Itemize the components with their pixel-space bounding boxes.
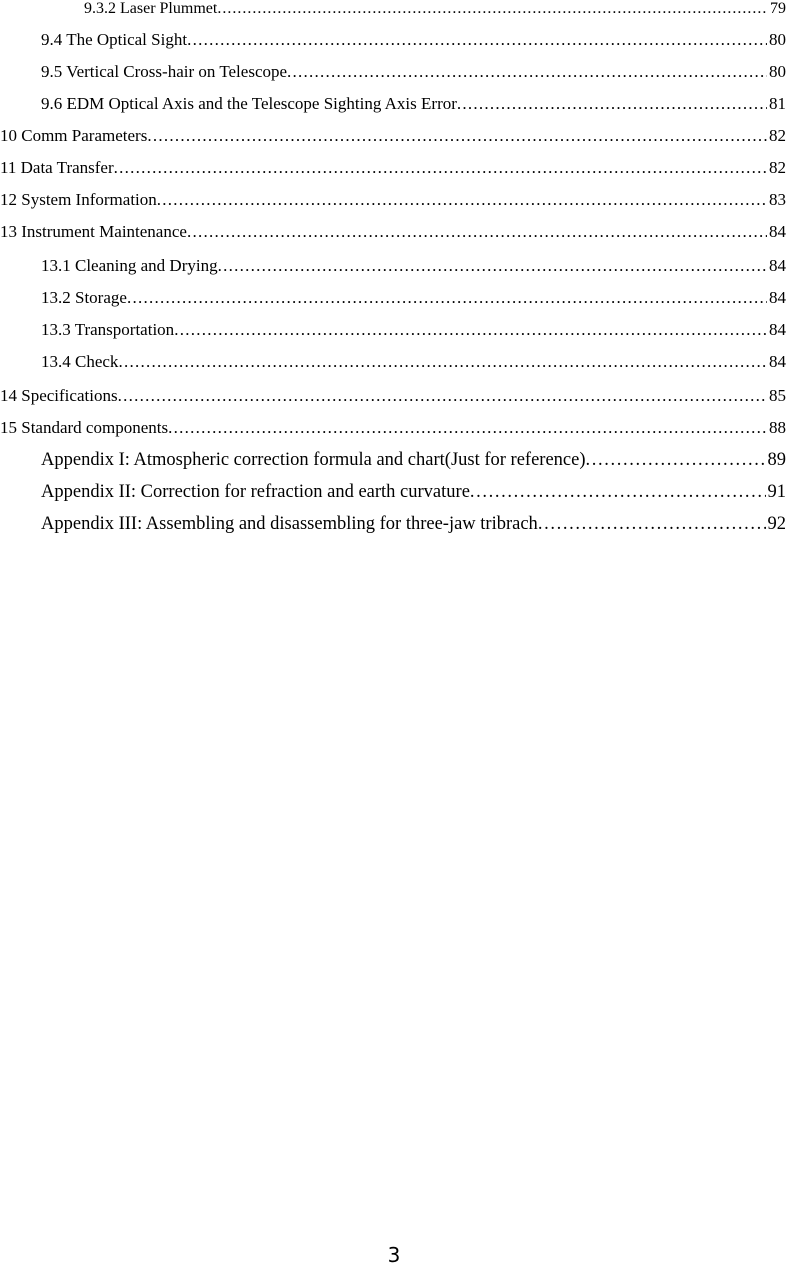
toc-leader bbox=[586, 450, 766, 471]
toc-entry[interactable] bbox=[84, 0, 786, 18]
toc-entry-title: 9.6 EDM Optical Axis and the Telescope Sighting Axis Error bbox=[41, 94, 457, 113]
toc-entry-page: 84 bbox=[769, 320, 786, 339]
toc-entry[interactable] bbox=[41, 94, 786, 114]
toc-leader bbox=[218, 256, 767, 276]
toc-leader bbox=[157, 190, 767, 210]
toc-entry-title: 9.5 Vertical Cross-hair on Telescope bbox=[41, 62, 288, 81]
toc-entry-page: 84 bbox=[769, 222, 786, 241]
toc-entry-title: 9.4 The Optical Sight bbox=[41, 30, 188, 49]
toc-entry-page: 84 bbox=[769, 288, 786, 307]
toc-entry-page: 80 bbox=[769, 62, 786, 81]
toc-entry-page: 91 bbox=[767, 482, 786, 502]
toc-entry-title: 13 Instrument Maintenance bbox=[0, 222, 187, 241]
toc-entry-page: 85 bbox=[769, 386, 786, 405]
toc-entry-title: 13.3 Transportation bbox=[41, 320, 175, 339]
toc-entry-page: 80 bbox=[769, 30, 786, 49]
toc-leader bbox=[470, 482, 766, 503]
toc-leader bbox=[187, 30, 767, 50]
toc-leader bbox=[187, 222, 767, 242]
toc-entry[interactable] bbox=[41, 256, 786, 276]
toc-entry-page: 84 bbox=[769, 256, 786, 275]
toc-leader bbox=[174, 320, 767, 340]
toc-entry-title: 11 Data Transfer bbox=[0, 158, 114, 177]
toc-entry-title: Appendix I: Atmospheric correction formula and chart(Just for reference) bbox=[41, 450, 586, 470]
toc-leader bbox=[147, 126, 767, 146]
toc-entry-page: 82 bbox=[769, 158, 786, 177]
toc-entry[interactable] bbox=[0, 222, 786, 242]
toc-entry-title: 14 Specifications bbox=[0, 386, 118, 405]
toc-entry[interactable] bbox=[0, 158, 786, 178]
toc-entry[interactable] bbox=[41, 320, 786, 340]
toc-entry[interactable] bbox=[0, 190, 786, 210]
toc-entry-title: 13.4 Check bbox=[41, 352, 119, 371]
toc-entry-page: 79 bbox=[770, 0, 786, 17]
toc-entry[interactable] bbox=[41, 482, 786, 503]
toc-entry-page: 84 bbox=[769, 352, 786, 371]
page-number: 3 bbox=[387, 1243, 401, 1267]
toc-entry[interactable] bbox=[0, 386, 786, 406]
toc-leader bbox=[118, 352, 767, 372]
toc-entry[interactable] bbox=[41, 62, 786, 82]
toc-leader bbox=[114, 158, 767, 178]
toc-entry-title: 15 Standard components bbox=[0, 418, 169, 437]
toc-entry-page: 82 bbox=[769, 126, 786, 145]
toc-leader bbox=[538, 514, 766, 535]
toc-entry-page: 81 bbox=[769, 94, 786, 113]
toc-entry[interactable] bbox=[41, 30, 786, 50]
toc-entry-title: 12 System Information bbox=[0, 190, 157, 209]
toc-entry-title: Appendix II: Correction for refraction and earth curvature bbox=[41, 482, 470, 502]
toc-entry[interactable] bbox=[41, 514, 786, 535]
toc-leader bbox=[118, 386, 767, 406]
toc-entry-page: 88 bbox=[769, 418, 786, 437]
toc-entry-title: 9.3.2 Laser Plummet bbox=[84, 0, 218, 17]
toc-entry[interactable] bbox=[41, 450, 786, 471]
toc-entry-title: 13.2 Storage bbox=[41, 288, 127, 307]
toc-entry-page: 83 bbox=[769, 190, 786, 209]
toc-leader bbox=[127, 288, 767, 308]
toc-entry[interactable] bbox=[0, 126, 786, 146]
toc-leader bbox=[168, 418, 767, 438]
toc-entry-page: 92 bbox=[767, 514, 786, 534]
toc-leader bbox=[457, 94, 767, 114]
toc-entry-title: 10 Comm Parameters bbox=[0, 126, 148, 145]
toc-entry-page: 89 bbox=[767, 450, 786, 470]
toc-entry-title: 13.1 Cleaning and Drying bbox=[41, 256, 218, 275]
toc-entry[interactable] bbox=[0, 418, 786, 438]
toc-leader bbox=[217, 0, 768, 18]
toc-entry-title: Appendix III: Assembling and disassembling for three-jaw tribrach bbox=[41, 514, 538, 534]
toc-entry[interactable] bbox=[41, 288, 786, 308]
toc-leader bbox=[287, 62, 767, 82]
toc-entry[interactable] bbox=[41, 352, 786, 372]
